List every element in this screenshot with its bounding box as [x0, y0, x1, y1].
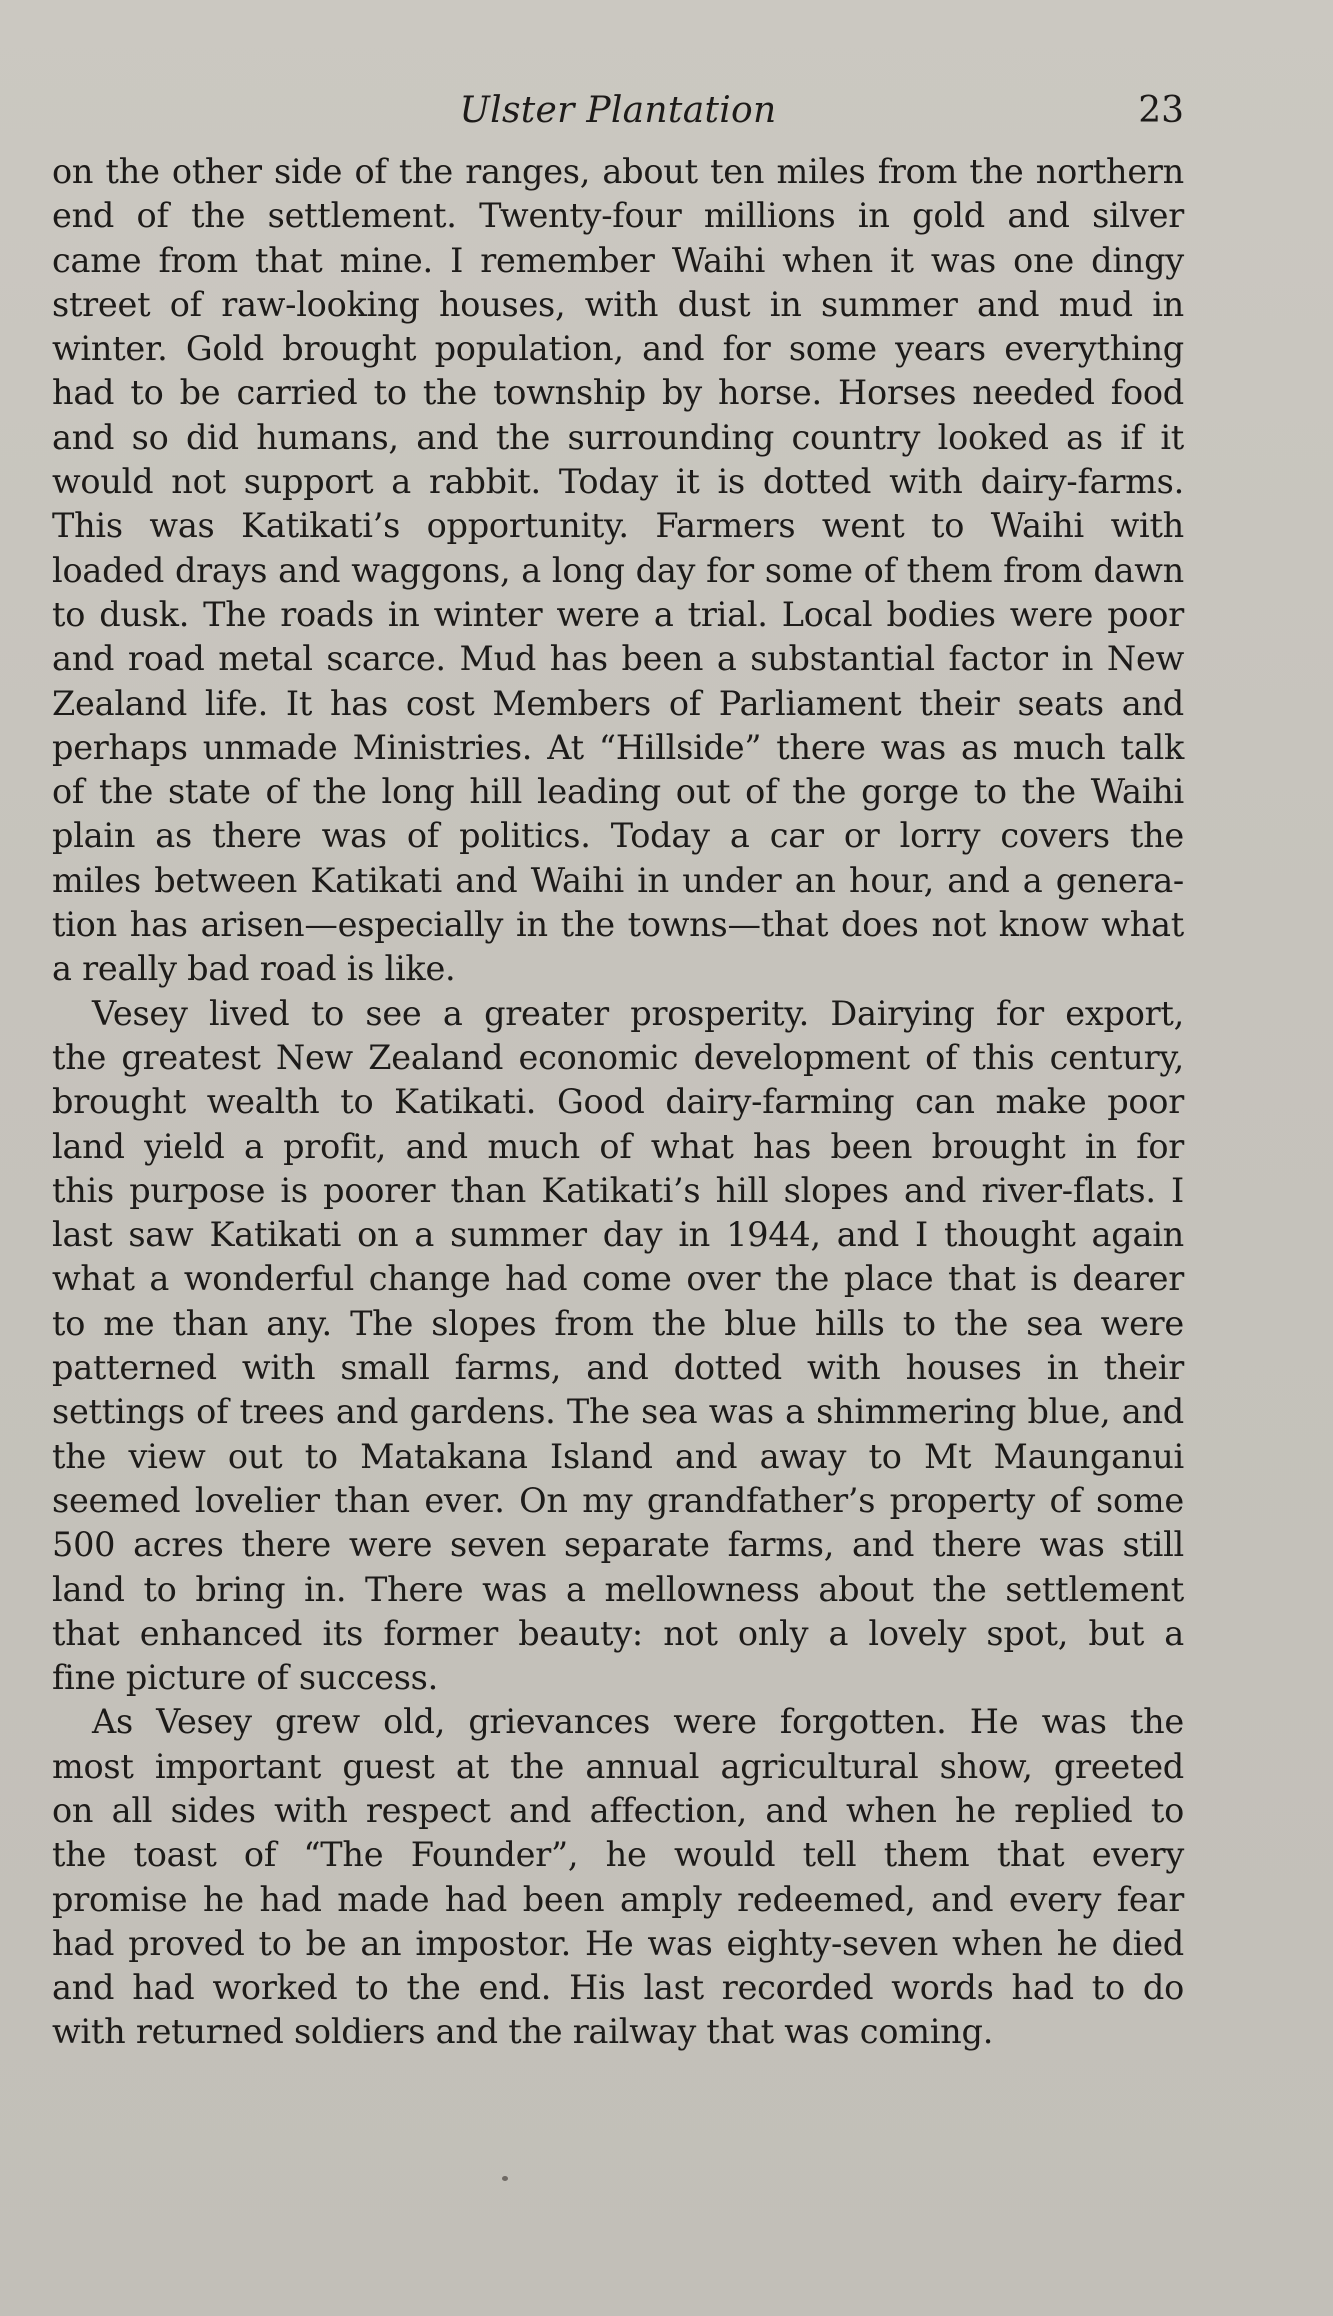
- paragraph: [52, 150, 1184, 992]
- text-line: had to be carried to the township by horse. Horses needed food: [52, 373, 1184, 413]
- text-line: the view out to Matakana Island and away to Mt Maunganui: [52, 1436, 1184, 1476]
- text-line: to me than any. The slopes from the blue hills to the sea were: [52, 1303, 1184, 1343]
- text-line: 500 acres there were seven separate farms, and there was still: [52, 1525, 1184, 1565]
- text-line: settings of trees and gardens. The sea was a shimmering blue, and: [52, 1392, 1184, 1432]
- text-line: seemed lovelier than ever. On my grandfather’s property of some: [52, 1480, 1184, 1520]
- running-title: Ulster Plantation: [459, 90, 777, 131]
- text-line: came from that mine. I remember Waihi when it was one dingy: [52, 240, 1184, 280]
- text-line: end of the settlement. Twenty-four millions in gold and silver: [52, 196, 1184, 236]
- text-line: This was Katikati’s opportunity. Farmers went to Waihi with: [52, 506, 1184, 546]
- text-line: Vesey lived to see a greater prosperity. Dairying for export,: [92, 993, 1184, 1033]
- paragraph: [52, 1700, 1184, 2054]
- paragraph: [52, 992, 1184, 1701]
- text-line: of the state of the long hill leading out of the gorge to the Waihi: [52, 772, 1184, 812]
- text-line: and road metal scarce. Mud has been a substantial factor in New: [52, 639, 1184, 679]
- text-line: that enhanced its former beauty: not only a lovely spot, but a: [52, 1613, 1184, 1653]
- text-line: to dusk. The roads in winter were a trial. Local bodies were poor: [52, 594, 1184, 634]
- text-line: winter. Gold brought population, and for some years everything: [52, 329, 1184, 369]
- text-line: As Vesey grew old, grievances were forgotten. He was the: [92, 1702, 1184, 1742]
- text-line: a really bad road is like.: [52, 949, 456, 989]
- text-line: had proved to be an impostor. He was eighty-seven when he died: [52, 1923, 1184, 1963]
- page-number: 23: [1138, 90, 1184, 131]
- text-line: promise he had made had been amply redeemed, and every fear: [52, 1879, 1184, 1919]
- text-line: land yield a profit, and much of what has been brought in for: [52, 1126, 1184, 1166]
- text-line: and had worked to the end. His last recorded words had to do: [52, 1968, 1184, 2008]
- text-line: this purpose is poorer than Katikati’s hill slopes and river-flats. I: [52, 1170, 1184, 1210]
- text-line: miles between Katikati and Waihi in under an hour, and a genera-: [52, 860, 1184, 900]
- text-line: last saw Katikati on a summer day in 1944, and I thought again: [52, 1215, 1184, 1255]
- paper-speck: [502, 2176, 508, 2181]
- text-line: plain as there was of politics. Today a car or lorry covers the: [52, 816, 1184, 856]
- text-line: on all sides with respect and affection, and when he replied to: [52, 1790, 1184, 1830]
- text-line: street of raw-looking houses, with dust in summer and mud in: [52, 284, 1184, 324]
- text-line: loaded drays and waggons, a long day for some of them from dawn: [52, 550, 1184, 590]
- text-line: tion has arisen—especially in the towns—that does not know what: [52, 905, 1184, 945]
- text-line: and so did humans, and the surrounding country looked as if it: [52, 417, 1184, 457]
- text-line: would not support a rabbit. Today it is dotted with dairy-farms.: [52, 462, 1184, 502]
- text-line: the greatest New Zealand economic development of this century,: [52, 1037, 1184, 1077]
- body-text: [52, 150, 1184, 2055]
- text-line: most important guest at the annual agricultural show, greeted: [52, 1746, 1184, 1786]
- text-line: fine picture of success.: [52, 1658, 438, 1698]
- text-line: land to bring in. There was a mellowness about the settlement: [52, 1569, 1184, 1609]
- text-line: patterned with small farms, and dotted with houses in their: [52, 1348, 1184, 1388]
- text-line: what a wonderful change had come over the place that is dearer: [52, 1259, 1184, 1299]
- running-head: [52, 86, 1184, 136]
- text-line: brought wealth to Katikati. Good dairy-farming can make poor: [52, 1082, 1184, 1122]
- text-line: Zealand life. It has cost Members of Parliament their seats and: [52, 683, 1184, 723]
- text-line: perhaps unmade Ministries. At “Hillside” there was as much talk: [52, 727, 1184, 767]
- text-line: on the other side of the ranges, about ten miles from the northern: [52, 152, 1184, 191]
- text-line: the toast of “The Founder”, he would tell them that every: [52, 1835, 1184, 1875]
- text-line: with returned soldiers and the railway that was coming.: [52, 2012, 994, 2052]
